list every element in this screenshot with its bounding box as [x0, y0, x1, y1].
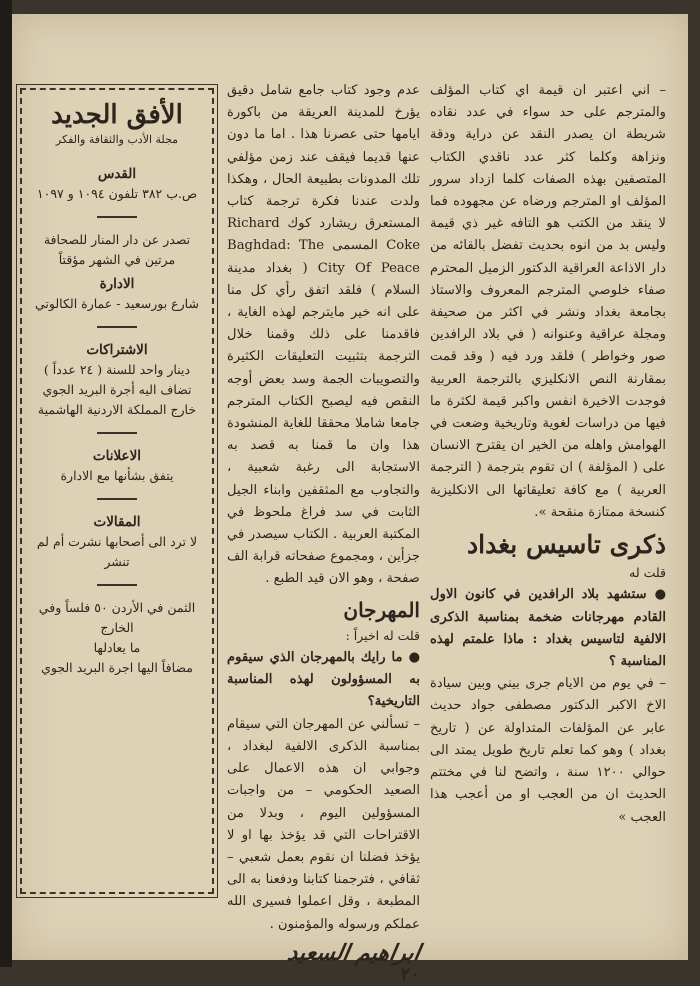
- publisher-line-1: تصدر عن دار المنار للصحافة: [43, 232, 191, 247]
- interview-answer-paragraph: – اني اعتبر ان قيمة اي كتاب المؤلف والمترجم على حد سواء في عدد نقاده شريطة ان يصدر النقد عن دراية ودقة ونزاهة وكلما كثر عدد ناقدي الكتاب المتصفين بهذه الصفات كلما ازداد سرور المؤلف او المترجم ورضاه عن مجهوده فما لا ينقد من الكتب هو التافه غير ذي قيمة وليس بد من انوه بحديث تفضل بالقائه من دار الاذاعة العراقية الدكتور الزميل المحترم صفاء خلوصي المترجم المعروف والاستاذ بجامعة بغداد ونشر في اكثر من صحيفة ومجلة عراقية وعنوانه ( في بلاد الرافدين صور وخواطر ) فلقد ورد فيه ( وقد قمت بمقارنة النص الانكليزي بالترجمة العربية فوجدت الاخيرة انفس واكبر قيمة لكثرة ما فيها من دراسات لغوية وتاريخية وضعت في الهوامش واهله من الخير ان يقترح الانسان على ( المؤلفة ) ان تقوم بترجمة ( الترجمة العربية ) مع كافة تعليقاتها الى الانكليزية كنسخة ممتازة منقحة ».: [430, 83, 666, 520]
- price-line-3: مضافاً اليها اجرة البريد الجوي: [41, 660, 193, 675]
- interviewer-said: قلت له: [629, 565, 666, 581]
- subscriptions-line-3: خارج المملكة الاردنية الهاشمية: [37, 402, 197, 417]
- articles-line: لا ترد الى أصحابها نشرت أم لم تنشر: [36, 534, 198, 569]
- section-heading-baghdad-founding: ذكرى تاسيس بغداد: [467, 530, 666, 560]
- ads-heading: الاعلانات: [92, 448, 142, 464]
- festival-answer-paragraph: – تسألني عن المهرجان التي سيقام بمناسبة الذكرى الالفية لبغداد ، وجوابي ان هذه الاعمال على الصعيد الحكومي – من واجبات المسؤولين اليوم ، وبدلا من الاقتراحات التي قد يؤخذ بها او لا يؤخذ فضلنا ان نقوم بعمل شعبي – ثقافي ، فترجمنا كتابنا ودفعنا به الى المطبعة ، وقل اعملوا فسيرى الله عملكم ورسوله والمؤمنون .: [227, 716, 420, 932]
- city-name: القدس: [97, 166, 137, 182]
- answer-continuation-paragraph: عدم وجود كتاب جامع شامل دقيق يؤرخ للمدينة العريقة من باكورة ايامها حتى عصرنا هذا . اما ما دون عنها قديما فيقف عند زمن مؤلفي تلك المدونات بطبيعة الحال ، وهكذا ولدت عندنا فكرة ترجمة كتاب المستعرق ريشارد كوك Richard Coke المسمى Baghdad: The City Of Peace ( بغداد مدينة السلام ) فلقد اتفق رأي كل منا على انه خير مايترجم لهذه الغاية ، فاقدمنا على ذلك وقمنا خلال الترجمة بتثبيت التعليقات الكثيرة والتصويبات الجمة وسد بعض أوجه النقص فيه ليصبح الكتاب المترجم جامعا شاملا محققا للغاية المنشودة هذا وان ما قمنا به قصد به الاستجابة الى رغبة شعبية ، والتجاوب مع المثقفين وابناء الجيل الثابت في سد فراغ ملحوظ في المكتبة العربية . الكتاب سيصدر في جزأين ، ومجموع صفحاته قرابة الف صفحة ، وهو الان قيد الطبع .: [227, 83, 420, 587]
- divider: [97, 326, 137, 328]
- middle-column: [227, 80, 423, 986]
- section-heading-festival: المهرجان: [343, 597, 420, 622]
- interview-question: ● ستشهد بلاد الرافدين في كانون الاول القادم مهرجانات ضخمة بمناسبة الذكرى الالفية لتاسيس بغداد : ماذا علمتم لهذه المناسبة ؟: [430, 587, 666, 670]
- magazine-title: الأفق الجديد: [51, 100, 183, 130]
- admin-address: شارع بورسعيد - عمارة الكالوتي: [35, 296, 199, 311]
- divider: [97, 498, 137, 500]
- masthead-box: [20, 88, 214, 894]
- magazine-subtitle: مجلة الأدب والثقافة والفكر: [55, 133, 179, 146]
- publisher-line-2: مرتين في الشهر مؤقتاً: [58, 252, 176, 267]
- author-signature: ابراهيم السعيد: [285, 939, 423, 966]
- page-number: ٢٠: [400, 963, 420, 985]
- interviewer-said-finally: قلت له اخيراً :: [345, 627, 420, 643]
- ads-line: يتفق بشأنها مع الادارة: [60, 468, 174, 483]
- festival-question: ● ما رايك بالمهرجان الذي سيقوم به المسؤولون لهذه المناسبة التاريخية؟: [227, 650, 420, 710]
- articles-heading: المقالات: [93, 514, 141, 530]
- subscriptions-line-2: تضاف اليه أجرة البريد الجوي: [42, 382, 192, 397]
- page-binding-edge: [0, 0, 12, 967]
- right-column: [430, 80, 666, 829]
- subscriptions-heading: الاشتراكات: [86, 342, 148, 358]
- admin-heading: الادارة: [99, 276, 135, 292]
- contact-info: ص.ب ٣٨٢ تلفون ١٠٩٤ و ١٠٩٧: [36, 186, 198, 201]
- divider: [97, 216, 137, 218]
- divider: [97, 432, 137, 434]
- subscriptions-line-1: دينار واحد للسنة ( ٢٤ عدداً ): [43, 362, 191, 377]
- price-line-1: الثمن في الأردن ٥٠ فلساً وفي الخارج: [38, 600, 196, 635]
- interview-answer-paragraph-2: – في يوم من الايام جرى بيني وبين سيادة الاخ الاكبر الدكتور مصطفى جواد حديث عابر عن المؤلفات المتداولة عن ( تاريخ بغداد ) وهو كما تعلم تاريخ طويل يمتد الى حوالي ١٢٠٠ سنة ، واتضح لنا في مختتم الحديث ان من العجب او من أعجب هذا العجب »: [430, 676, 666, 825]
- divider: [97, 584, 137, 586]
- price-line-2: ما يعادلها: [93, 640, 141, 655]
